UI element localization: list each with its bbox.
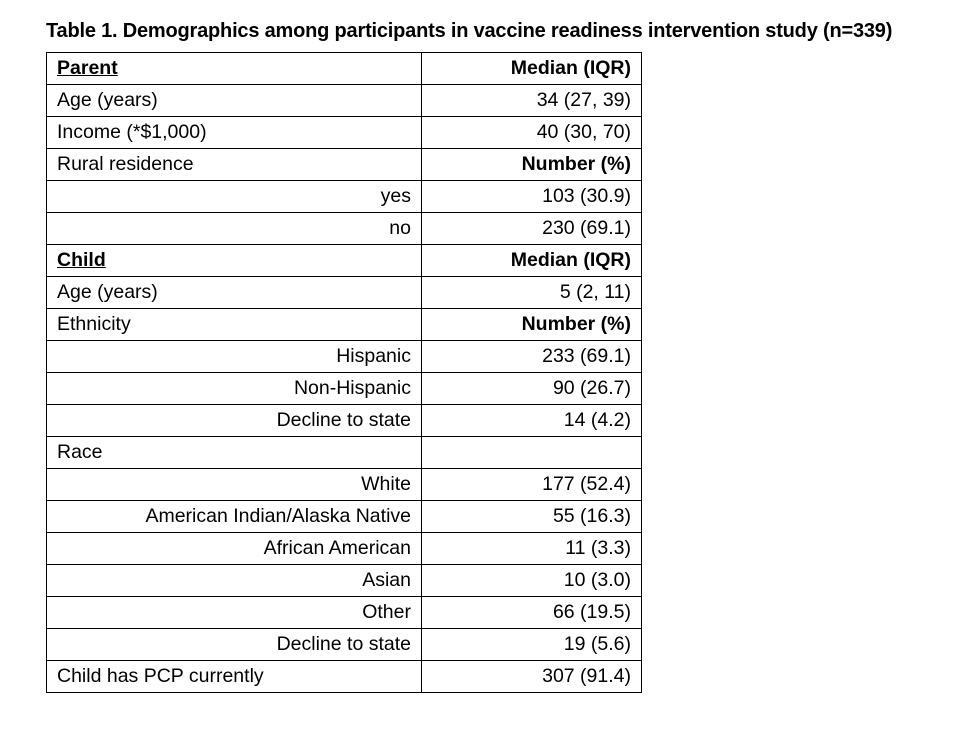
table-row xyxy=(47,181,642,213)
table-row xyxy=(47,533,642,565)
category-label: Decline to state xyxy=(47,405,422,437)
value-cell: 230 (69.1) xyxy=(422,213,642,245)
value-cell: 66 (19.5) xyxy=(422,597,642,629)
category-label: Non-Hispanic xyxy=(47,373,422,405)
category-label: Asian xyxy=(47,565,422,597)
section-label: Child xyxy=(47,245,422,277)
table-row xyxy=(47,629,642,661)
category-label: Other xyxy=(47,597,422,629)
table-row xyxy=(47,469,642,501)
value-cell: 10 (3.0) xyxy=(422,565,642,597)
value-cell: 14 (4.2) xyxy=(422,405,642,437)
value-cell: 90 (26.7) xyxy=(422,373,642,405)
table-row xyxy=(47,309,642,341)
table-row xyxy=(47,661,642,693)
value-cell: 5 (2, 11) xyxy=(422,277,642,309)
table-row xyxy=(47,277,642,309)
table-row xyxy=(47,117,642,149)
demographics-table xyxy=(46,52,642,693)
table-row xyxy=(47,53,642,85)
value-cell: 177 (52.4) xyxy=(422,469,642,501)
variable-label: Ethnicity xyxy=(47,309,422,341)
value-cell: 34 (27, 39) xyxy=(422,85,642,117)
table-row xyxy=(47,501,642,533)
statistic-header: Median (IQR) xyxy=(422,245,642,277)
statistic-header: Number (%) xyxy=(422,149,642,181)
variable-label: Race xyxy=(47,437,422,469)
table-row xyxy=(47,565,642,597)
table-row xyxy=(47,85,642,117)
table-row xyxy=(47,373,642,405)
category-label: Decline to state xyxy=(47,629,422,661)
value-cell: 233 (69.1) xyxy=(422,341,642,373)
section-label: Parent xyxy=(47,53,422,85)
value-cell: 40 (30, 70) xyxy=(422,117,642,149)
table-row xyxy=(47,437,642,469)
table-row xyxy=(47,341,642,373)
table-row xyxy=(47,405,642,437)
value-cell: 307 (91.4) xyxy=(422,661,642,693)
table-row xyxy=(47,245,642,277)
category-label: American Indian/Alaska Native xyxy=(47,501,422,533)
value-cell: 55 (16.3) xyxy=(422,501,642,533)
category-label: no xyxy=(47,213,422,245)
variable-label: Age (years) xyxy=(47,85,422,117)
value-cell: 11 (3.3) xyxy=(422,533,642,565)
table-row xyxy=(47,597,642,629)
table-row xyxy=(47,213,642,245)
variable-label: Age (years) xyxy=(47,277,422,309)
table-body xyxy=(47,53,642,693)
value-cell: 19 (5.6) xyxy=(422,629,642,661)
statistic-header: Number (%) xyxy=(422,309,642,341)
category-label: Hispanic xyxy=(47,341,422,373)
variable-label: Income (*$1,000) xyxy=(47,117,422,149)
table-row xyxy=(47,149,642,181)
variable-label: Rural residence xyxy=(47,149,422,181)
value-cell xyxy=(422,437,642,469)
table-title: Table 1. Demographics among participants in vaccine readiness intervention study (n=339) xyxy=(46,20,893,42)
statistic-header: Median (IQR) xyxy=(422,53,642,85)
variable-label: Child has PCP currently xyxy=(47,661,422,693)
value-cell: 103 (30.9) xyxy=(422,181,642,213)
category-label: White xyxy=(47,469,422,501)
category-label: yes xyxy=(47,181,422,213)
category-label: African American xyxy=(47,533,422,565)
